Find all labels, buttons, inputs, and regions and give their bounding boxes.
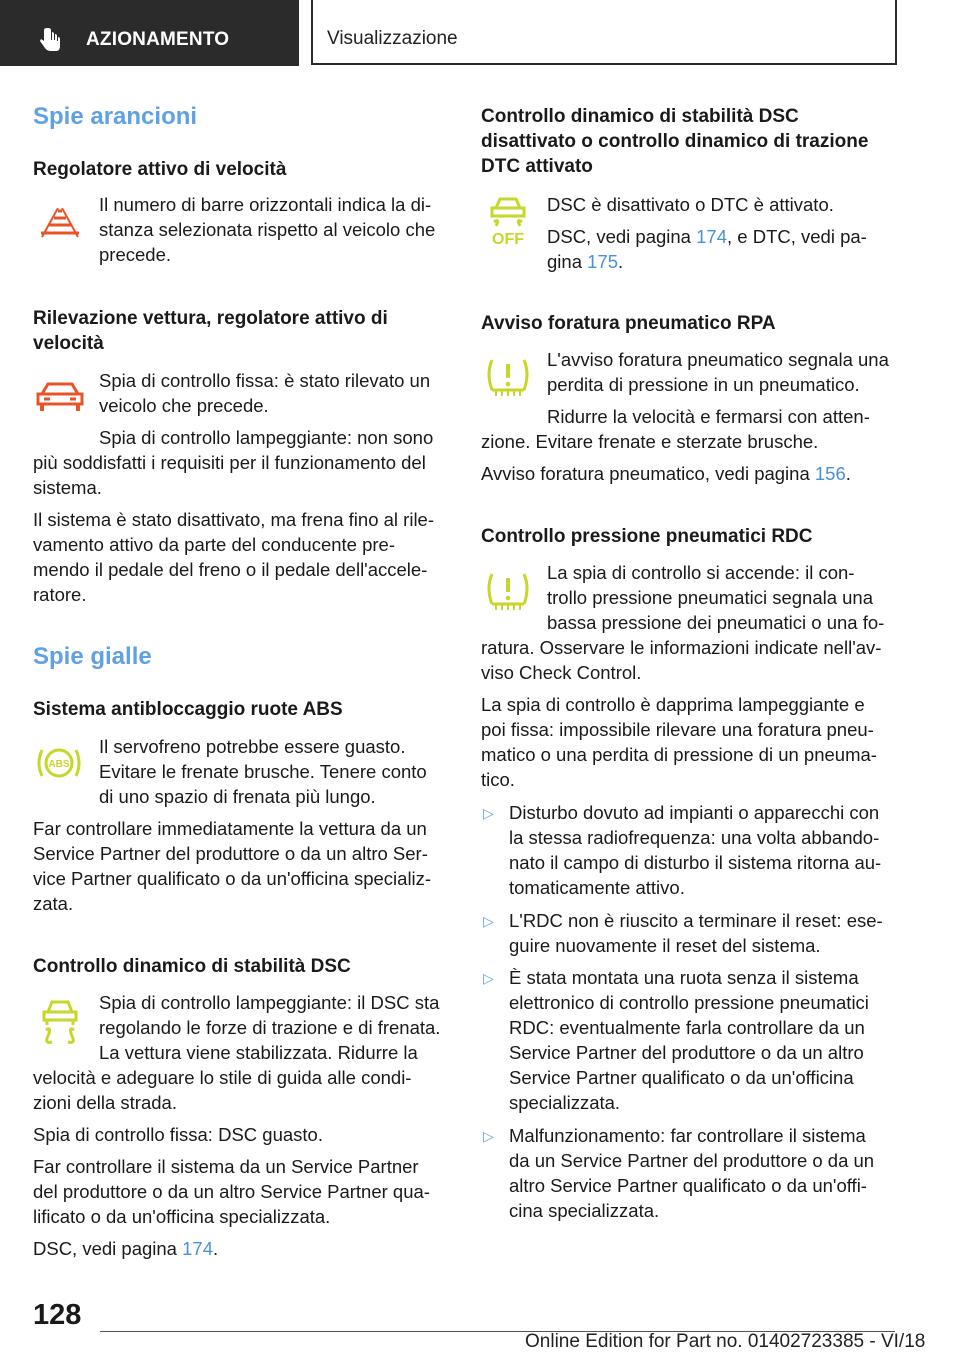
svg-text:OFF: OFF (492, 231, 524, 248)
distance-bars-icon (36, 208, 84, 238)
regolatore-text: Il numero di barre orizzontali indica la di- stanza selezionata rispetto al veicolo che precede. (99, 194, 436, 265)
tire-pressure-icon (484, 570, 532, 612)
rdc-text: ratura. Osservare le informazioni indicate nell'av- viso Check Control. La spia di controllo è dapprima lampeggiante e poi fissa: impossibile rilevare una foratura pneu- matico o una perdita di pressione di un pneuma- tico. (481, 637, 882, 790)
heading-spie-arancioni: Spie arancioni (33, 103, 198, 130)
rdc-indented: La spia di controllo si accende: il con- trollo pressione pneumatici segnala una bassa pressione dei pneumatici o una fo- (547, 562, 885, 633)
section-title: AZIONAMENTO (86, 29, 230, 50)
dsc-off-icon (486, 196, 530, 248)
heading-rilevazione: Rilevazione vettura, regolatore attivo di velocità (33, 308, 388, 354)
foot-pedal-icon (40, 28, 62, 52)
triangle-bullet-icon: ▷ (483, 970, 494, 986)
dsc-page-ref: DSC, vedi pagina 174. (33, 1238, 219, 1259)
page-link-175[interactable]: 175 (587, 251, 618, 272)
page-number: 128 (33, 1299, 82, 1331)
rpa-indented: L'avviso foratura pneumatico segnala una perdita di pressione in un pneumatico. Ridurre la velocità e fermarsi con atten- (547, 349, 889, 427)
footer-edition: Online Edition for Part no. 01402723385 - VI/18 (525, 1331, 926, 1352)
page-link-174[interactable]: 174 (182, 1238, 213, 1259)
vehicle-detected-icon (36, 380, 84, 414)
heading-rpa: Avviso foratura pneumatico RPA (481, 313, 776, 334)
page-header (0, 0, 960, 66)
subsection-title: Visualizzazione (327, 28, 458, 49)
svg-text:ABS: ABS (48, 759, 70, 770)
dsc-text: velocità e adeguare lo stile di guida alle condi- zioni della strada. Spia di controllo fissa: DSC guasto. Far controllare il sistema da un Service Partner del produttore o da un altro Service Partner qua- lificato o da un'officina specializzata. DSC, vedi pagina 174. (33, 1067, 430, 1259)
rilevazione-indented: Spia di controllo fissa: è stato rilevato un veicolo che precede. Spia di controllo lampeggiante: non sono (99, 370, 434, 448)
rpa-text: zione. Evitare frenate e sterzate brusche. Avviso foratura pneumatico, vedi pagina 156. (481, 431, 851, 484)
tire-warning-icon (484, 356, 532, 398)
triangle-bullet-icon: ▷ (483, 805, 494, 821)
page-link-174[interactable]: 174 (696, 226, 727, 247)
heading-abs: Sistema antibloccaggio ruote ABS (33, 699, 343, 720)
triangle-bullet-icon: ▷ (483, 1128, 494, 1144)
dsc-indented: Spia di controllo lampeggiante: il DSC sta regolando le forze di trazione e di frenata. La vettura viene stabilizzata. Ridurre la (99, 992, 441, 1063)
section-tab (0, 0, 299, 66)
abs-text: Far controllare immediatamente la vettura da un Service Partner del produttore o da un altro Ser- vice Partner qualificato o da un'officina specializ- zata. (33, 818, 432, 914)
heading-dsc: Controllo dinamico di stabilità DSC (33, 956, 351, 977)
heading-regolatore: Regolatore attivo di velocità (33, 159, 287, 180)
abs-indented: Il servofreno potrebbe essere guasto. Evitare le frenate brusche. Tenere conto di uno spazio di frenata più lungo. (99, 736, 427, 807)
abs-icon (34, 742, 84, 784)
subsection-box (311, 0, 897, 65)
page-link-156[interactable]: 156 (814, 463, 846, 484)
dsc-skid-icon (38, 998, 82, 1046)
rpa-page-ref: Avviso foratura pneumatico, vedi pagina 156. (481, 463, 851, 484)
dsc-off-indented: DSC è disattivato o DTC è attivato. DSC, vedi pagina 174, e DTC, vedi pa- gina 175. (547, 194, 867, 272)
triangle-bullet-icon: ▷ (483, 913, 494, 929)
rilevazione-text: più soddisfatti i requisiti per il funzionamento del sistema. Il sistema è stato disattivato, ma frena fino al rile- vamento attivo da parte del conducente pre- mendo il pedale del freno o il pedale dell'accele- ratore. (33, 452, 435, 605)
heading-rdc: Controllo pressione pneumatici RDC (481, 526, 813, 547)
heading-dsc-off: Controllo dinamico di stabilità DSC disattivato o controllo dinamico di trazione DTC attivato (481, 106, 869, 177)
heading-spie-gialle: Spie gialle (33, 643, 152, 670)
